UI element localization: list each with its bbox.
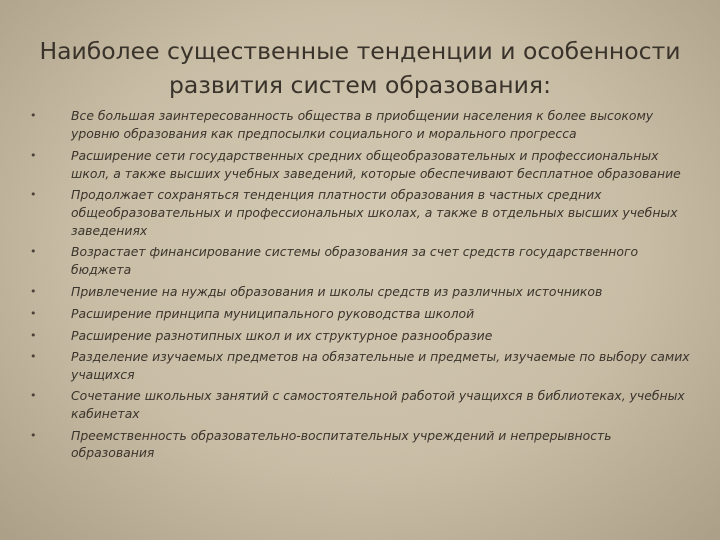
bullet-icon: •: [30, 149, 37, 163]
list-item-text: Разделение изучаемых предметов на обязательные и предметы, изучаемые по выбору самих учащихся: [71, 349, 690, 382]
bullet-icon: •: [30, 350, 37, 364]
bullet-list: [26, 107, 696, 462]
list-item-text: Возрастает финансирование системы образования за счет средств государственного бюджета: [71, 244, 639, 277]
bullet-icon: •: [30, 109, 37, 122]
list-item-text: Продолжает сохраняться тенденция платности образования в частных средних общеобразовательных и профессиональных школах, а также в отдельных высших учебных заведениях: [71, 187, 678, 238]
bullet-icon: •: [30, 245, 37, 259]
list-item-text: Привлечение на нужды образования и школы средств из различных источников: [71, 284, 603, 300]
bullet-icon: •: [30, 306, 37, 320]
list-item-text: Преемственность образовательно-воспитательных учреждений и непрерывность образования: [71, 427, 612, 461]
list-item: [26, 348, 696, 383]
list-item: [26, 107, 696, 142]
list-item: [26, 243, 696, 278]
title-line-1: Наиболее существенные тенденции и особенности: [39, 37, 681, 65]
list-item: [26, 387, 696, 422]
list-item: [26, 305, 696, 323]
bullet-icon: •: [30, 285, 37, 299]
list-item: [26, 186, 696, 239]
list-item-text: Расширение сети государственных средних общеобразовательных и профессиональных школ, а также высших учебных заведений, которые обеспечивают бесплатное образование: [71, 148, 681, 181]
list-item-text: Расширение разнотипных школ и их структурное разнообразие: [71, 327, 493, 343]
bullet-icon: •: [30, 428, 37, 442]
list-item-text: Все большая заинтересованность общества в приобщении населения к более высокому уровню образования как предпосылки социального и морального прогресса: [71, 108, 654, 141]
list-item: [26, 283, 696, 301]
list-item-text: Сочетание школьных занятий с самостоятельной работой учащихся в библиотеках, учебных кабинетах: [71, 388, 685, 421]
bullet-icon: •: [30, 328, 37, 342]
list-item-text: Расширение принципа муниципального руководства школой: [71, 305, 475, 321]
bullet-icon: •: [30, 389, 37, 403]
list-item: [26, 427, 696, 462]
title-line-2: развития систем образования:: [169, 71, 551, 99]
bullet-icon: •: [30, 188, 37, 202]
list-item: [26, 327, 696, 345]
slide-title: [30, 34, 690, 102]
list-item: [26, 147, 696, 182]
